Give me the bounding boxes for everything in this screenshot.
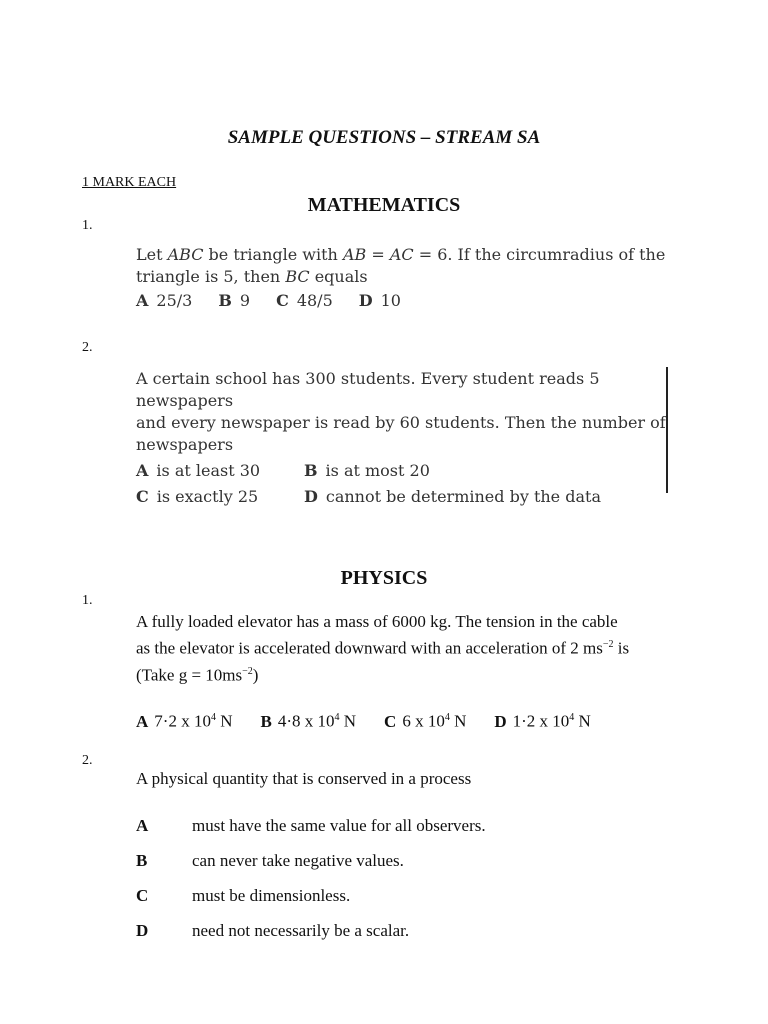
option-b: B can never take negative values.	[136, 851, 404, 870]
question-number: 1.	[82, 218, 93, 233]
page-title: SAMPLE QUESTIONS – STREAM SA	[227, 127, 541, 148]
option-c: C 48/5	[276, 291, 333, 310]
option-c: C must be dimensionless.	[136, 886, 351, 905]
option-b: B is at most 20	[304, 461, 430, 480]
question-text: newspapers	[136, 435, 234, 454]
answer-options	[136, 290, 665, 312]
question-number: 2.	[82, 340, 93, 355]
vertical-rule	[666, 367, 668, 493]
question-number: 1.	[82, 593, 93, 608]
physics-question-2	[136, 767, 696, 954]
answer-options	[136, 706, 696, 733]
math-question-1	[136, 244, 665, 312]
question-text: Let ABC be triangle with AB = AC = 6. If the circumradius of the	[136, 245, 666, 264]
answer-options	[136, 814, 696, 942]
question-text: triangle is 5, then BC equals	[136, 267, 368, 286]
question-text: A physical quantity that is conserved in a process	[136, 769, 472, 788]
question-text: and every newspaper is read by 60 students. Then the number of	[136, 413, 666, 432]
option-c: C is exactly 25	[136, 487, 259, 506]
question-text: as the elevator is accelerated downward with an acceleration of 2 $ms^{-2}$ is	[136, 638, 630, 658]
option-a: A 7·2 x $10^4$ N	[136, 711, 233, 731]
marks-note: 1 MARK EACH	[82, 175, 177, 190]
question-text: A fully loaded elevator has a mass of 6000 kg. The tension in the cable	[136, 612, 618, 631]
option-a: A must have the same value for all observers.	[136, 816, 486, 835]
option-b: B 4·8 x $10^4$ N	[260, 711, 357, 731]
option-d: D need not necessarily be a scalar.	[136, 921, 410, 940]
option-a: A is at least 30	[136, 461, 261, 480]
option-d: D 1·2 x $10^4$ N	[494, 711, 591, 731]
section-title-physics: PHYSICS	[340, 567, 428, 589]
option-d: D cannot be determined by the data	[304, 487, 601, 506]
math-question-2	[136, 368, 666, 508]
answer-options	[136, 460, 666, 508]
question-number: 2.	[82, 753, 93, 768]
option-b: B 9	[218, 291, 251, 310]
question-text: (Take $g = 10ms^{-2}$)	[136, 665, 259, 685]
option-c: C 6 x $10^4$ N	[384, 711, 467, 731]
option-d: D 10	[358, 291, 401, 310]
physics-question-1	[136, 610, 696, 733]
question-text: A certain school has 300 students. Every student reads 5 newspapers	[136, 369, 600, 410]
section-title-mathematics: MATHEMATICS	[307, 194, 461, 216]
option-a: A 25/3	[136, 291, 193, 310]
